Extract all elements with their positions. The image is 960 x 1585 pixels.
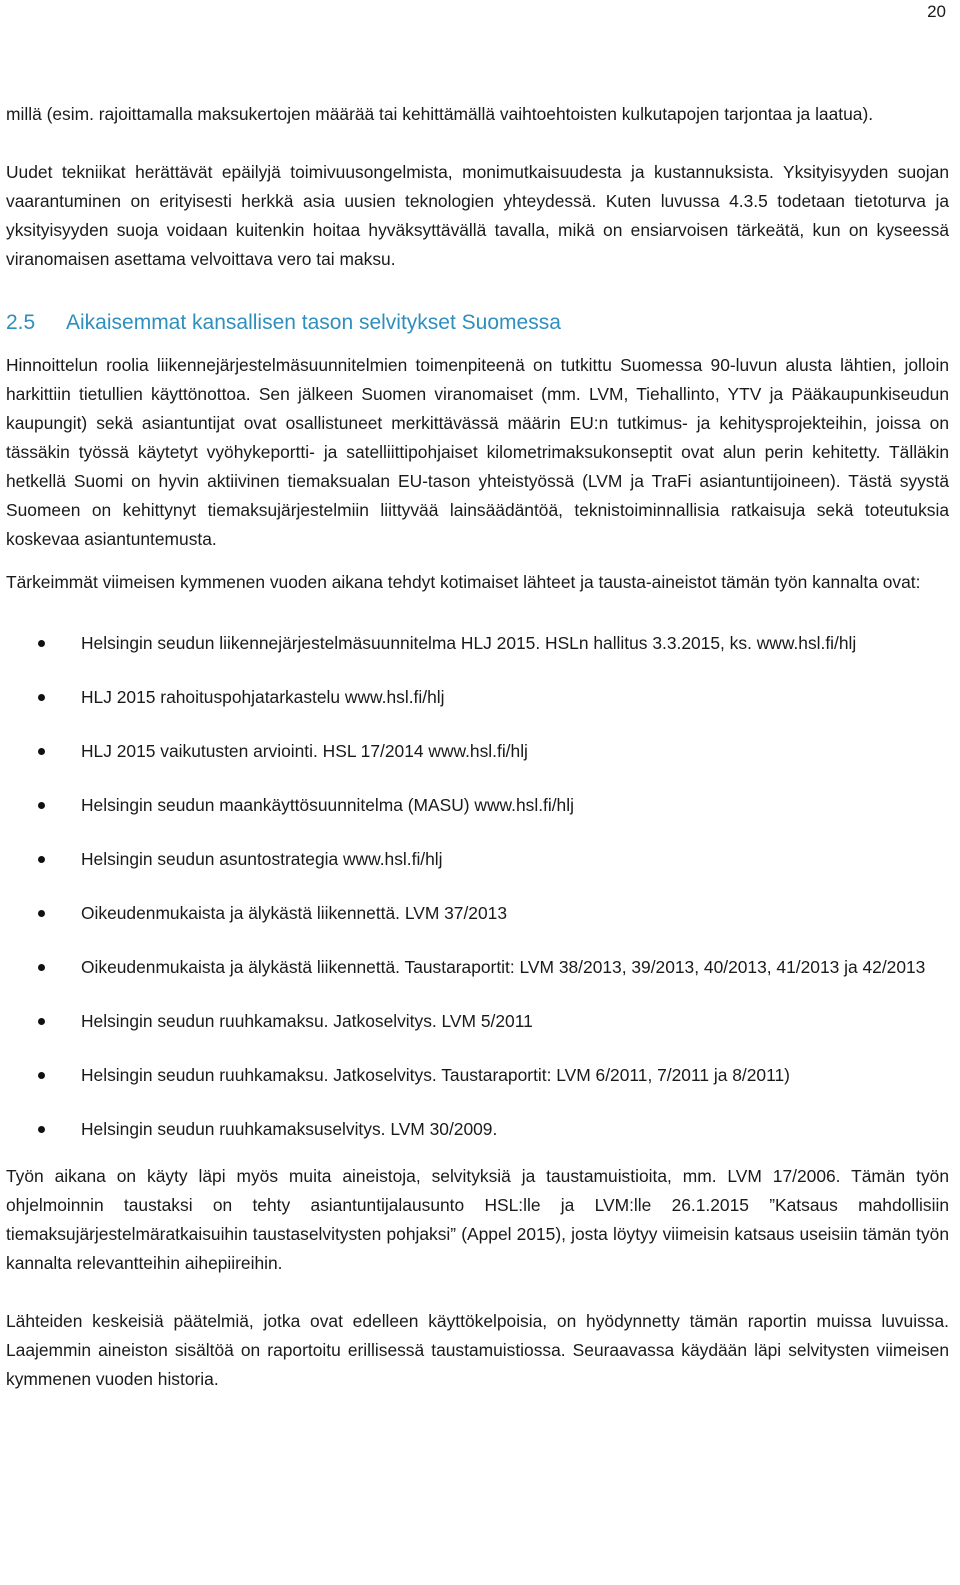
list-item-text: Helsingin seudun maankäyttösuunnitelma (MASU) www.hsl.fi/hlj — [81, 795, 574, 815]
section-paragraph-2: Tärkeimmät viimeisen kymmenen vuoden aikana tehdyt kotimaiset lähteet ja tausta-aineistot tämän työn kannalta ovat: — [6, 572, 921, 592]
intro-paragraph-2: Uudet tekniikat herättävät epäilyjä toimivuusongelmista, monimutkaisuudesta ja kustannuksista. Yksityisyyden suojan vaarantuminen on erityisesti herkkä asia uusien teknologien yhteydessä. Kuten luvussa 4.3.5 todetaan tietoturva ja yksityisyyden suoja voidaan kuitenkin hoitaa hyväksyttävällä tavalla, mikä on ensiarvoisen tärkeätä, kun on kyseessä viranomaisen asettama velvoittava vero tai maksu. — [6, 162, 949, 269]
list-item — [6, 845, 949, 874]
closing-paragraph-1: Työn aikana on käyty läpi myös muita aineistoja, selvityksiä ja taustamuistioita, mm. LVM 17/2006. Tämän työn ohjelmoinnin taustaksi on tehty asiantuntijalausunto HSL:lle ja LVM:lle 26.1.2015 ”Katsaus mahdollisiin tiemaksujärjestelmäratkaisuihin taustaselvitysten pohjaksi” (Appel 2015), josta löytyy viimeisin katsaus useisiin tämän työn kannalta relevantteihin aihepiireihin. — [6, 1166, 949, 1273]
bullet-icon — [38, 910, 45, 917]
sources-list — [6, 629, 949, 1144]
list-item — [6, 683, 949, 712]
bullet-icon — [38, 1126, 45, 1133]
list-item-text: Oikeudenmukaista ja älykästä liikennettä. Taustaraportit: LVM 38/2013, 39/2013, 40/2013, 41/2013 ja 42/2013 — [81, 957, 926, 977]
bullet-icon — [38, 1018, 45, 1025]
bullet-icon — [38, 856, 45, 863]
section-paragraph-1: Hinnoittelun roolia liikennejärjestelmäsuunnitelmien toimenpiteenä on tutkittu Suomessa 90-luvun alusta lähtien, jolloin harkittiin tietullien käyttönottoa. Sen jälkeen Suomen viranomaiset (mm. LVM, Tiehallinto, YTV ja Pääkaupunkiseudun kaupungit) sekä asiantuntijat ovat osallistuneet merkittävässä määrin EU:n tutkimus- ja kehitysprojekteihin, joissa on tässäkin työssä käytetyt vyöhykeportti- ja satelliittipohjaiset kilometrimaksukonseptit ovat alun perin kehitetty. Tälläkin hetkellä Suomi on hyvin aktiivinen tiemaksualan EU-tason yhteistyössä (LVM ja TraFi asiantuntijoineen). Tästä syystä Suomeen on kehittynyt tiemaksujärjestelmiin liittyvää lainsäädäntöä, teknistoiminnallisia ratkaisuja sekä toteutuksia koskevaa asiantuntemusta. — [6, 355, 949, 549]
section-number: 2.5 — [6, 311, 36, 334]
document-body — [6, 100, 949, 1394]
list-item — [6, 791, 949, 820]
list-item-text: Helsingin seudun ruuhkamaksuselvitys. LVM 30/2009. — [81, 1119, 498, 1139]
list-item — [6, 629, 949, 658]
section-heading — [6, 308, 949, 338]
list-item-text: HLJ 2015 rahoituspohjatarkastelu www.hsl.fi/hlj — [81, 687, 445, 707]
list-item-text: Helsingin seudun liikennejärjestelmäsuunnitelma HLJ 2015. HSLn hallitus 3.3.2015, ks. www.hsl.fi/hlj — [81, 633, 857, 653]
list-item-text: Helsingin seudun ruuhkamaksu. Jatkoselvitys. Taustaraportit: LVM 6/2011, 7/2011 ja 8/2011) — [81, 1065, 790, 1085]
list-item — [6, 737, 949, 766]
page-number: 20 — [927, 2, 946, 21]
closing-paragraph-2: Lähteiden keskeisiä päätelmiä, jotka ovat edelleen käyttökelpoisia, on hyödynnetty tämän raportin muissa luvuissa. Laajemmin aineiston sisältöä on raportoitu erillisessä taustamuistiossa. Seuraavassa käydään läpi selvitysten viimeisen kymmenen vuoden historia. — [6, 1311, 949, 1389]
bullet-icon — [38, 640, 45, 647]
list-item — [6, 1061, 949, 1090]
section-title: Aikaisemmat kansallisen tason selvitykset Suomessa — [66, 311, 561, 334]
list-item — [6, 899, 949, 928]
list-item-text: Oikeudenmukaista ja älykästä liikennettä. LVM 37/2013 — [81, 903, 507, 923]
list-item-text: Helsingin seudun ruuhkamaksu. Jatkoselvitys. LVM 5/2011 — [81, 1011, 533, 1031]
bullet-icon — [38, 1072, 45, 1079]
bullet-icon — [38, 964, 45, 971]
list-item-text: Helsingin seudun asuntostrategia www.hsl.fi/hlj — [81, 849, 443, 869]
list-item — [6, 1115, 949, 1144]
list-item-text: HLJ 2015 vaikutusten arviointi. HSL 17/2014 www.hsl.fi/hlj — [81, 741, 528, 761]
intro-paragraph-1: millä (esim. rajoittamalla maksukertojen määrää tai kehittämällä vaihtoehtoisten kulkutapojen tarjontaa ja laatua). — [6, 104, 874, 124]
bullet-icon — [38, 748, 45, 755]
bullet-icon — [38, 694, 45, 701]
bullet-icon — [38, 802, 45, 809]
list-item — [6, 1007, 949, 1036]
list-item — [6, 953, 949, 982]
